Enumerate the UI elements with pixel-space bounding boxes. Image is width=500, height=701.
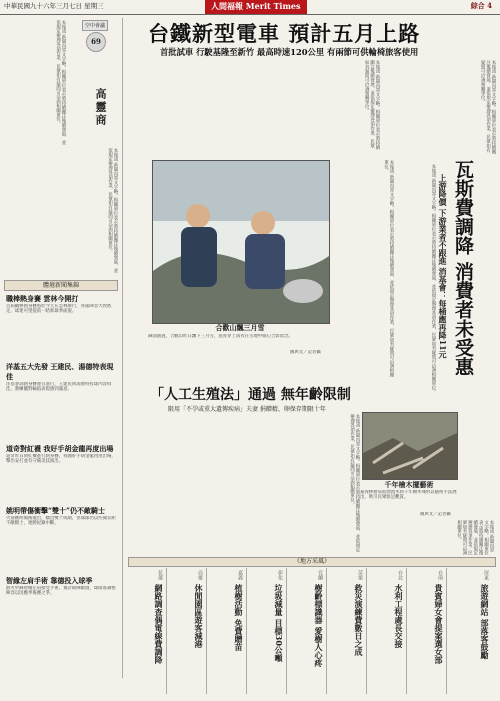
driftwood-note: 嘉義林務局將漂流木與千年檜木殘材以藝術手法展出，吸引民眾駐足觀賞。 (360, 490, 457, 501)
brief-item (6, 444, 118, 506)
brief-body: 首屆職棒熱身賽將於今天在雲林舉行，各隊陣容大致底定，球迷可望提前一睹新球季面貌。 (6, 304, 112, 315)
snow-photo-image (153, 161, 329, 323)
ivf-subhead: 限用「不孕或重大遺傳疾病」夫妻 捐贈精、卵保存期限十年 (168, 406, 326, 413)
local-tag: 花蓮 (157, 570, 163, 580)
local-news-column (368, 568, 407, 694)
brief-item (6, 506, 118, 576)
top-bar (0, 0, 500, 15)
brief-item (6, 576, 118, 646)
brief-body: 洋基春訓熱身賽連日進行，王建民與湯德特投球內容俱佳，教練團對輪值表現感到滿意。 (6, 382, 112, 393)
driftwood-credit: 圖與文／記者攝 (420, 512, 451, 517)
local-news-column (168, 568, 207, 694)
local-tag: 苗栗 (357, 570, 363, 580)
local-news-column (448, 568, 492, 694)
local-news-strip (128, 568, 494, 696)
driftwood-photo-image (363, 413, 457, 479)
local-tag: 台南 (437, 570, 443, 580)
article-text: 本報訊 新聞內容文字略。相關單位表示將持續關注後續發展，並依規定辦理各項作業，民眾如有疑問可洽詢相關單位。 (349, 414, 360, 552)
local-headline: 網路調查偶電線費調降 (154, 584, 164, 664)
local-headline: 休閒園區遊客減港 (194, 584, 204, 648)
brief-body: 熱火中鋒智緣左肩接受手術，預計缺陣數週，球隊將調整陣容以因應季後賽之爭。 (6, 586, 116, 597)
brief-title: 姚明帶傷衝擊“雙十”仍不敵騎士 (6, 506, 106, 515)
brief-title: 道奇對紅襪 我好手胡金龍再度出場 (6, 444, 114, 453)
column-text: 本報訊 新聞內容文字略。相關單位表示將持續關注後續發展，並依規定辦理各項作業，民眾如有疑問可洽詢相關單位。 (107, 148, 118, 273)
local-news-column (248, 568, 287, 694)
local-news-column (208, 568, 247, 694)
column-text: 本報訊 新聞內容文字略。相關單位表示將持續關注後續發展，並依規定辦理各項作業，民眾如有疑問可洽詢相關單位。 (55, 20, 66, 145)
column-tag: 空中會議 (82, 20, 108, 31)
snow-photo-note: 鋒面通過，合歡山昨日飄下三月雪，遊客穿上雨衣在雪地中開心合影留念。 (148, 334, 293, 339)
local-tag: 宜蘭 (317, 570, 323, 580)
local-tag: 台北 (397, 570, 403, 580)
page-number: 4 (487, 1, 492, 10)
article-text: 本報訊 新聞內容文字略。相關單位表示將持續關注後續發展，並依規定辦理各項作業，民眾如有疑問可洽詢相關單位。 (431, 164, 436, 395)
local-tag: 屏東 (483, 570, 489, 580)
local-tag: 嘉義 (237, 570, 243, 580)
article-text: 本報訊 新聞內容文字略。相關單位表示將持續關注後續發展，並依規定辦理各項作業，民眾如有疑問可洽詢相關單位。 (480, 60, 496, 154)
section-label: 綜合 4 (470, 1, 492, 10)
briefs-bar: 體壇新聞集錦 (4, 280, 118, 291)
main-subhead: 首批試車 行駛基隆至新竹 最高時速120公里 有兩節可供輪椅旅客使用 (160, 47, 419, 57)
article-text: 本報訊 新聞內容文字略。相關單位表示將持續關注後續發展，並依規定辦理各項作業，民眾如有疑問可洽詢相關單位。 (364, 60, 380, 150)
local-news-bar: 《地方采風》 (128, 557, 496, 567)
main-headline: 台鐵新型電車 預計五月上路 (148, 21, 421, 46)
brief-item (6, 362, 118, 444)
local-news-column (128, 568, 167, 694)
gas-subhead: 上游降價 下游業者不跟進 消基會：每桶應再降11元 (438, 174, 448, 359)
left-column (4, 18, 123, 678)
ivf-headline: 「人工生殖法」通過 無年齡限制 (150, 387, 351, 403)
local-news-column (328, 568, 367, 694)
gas-headline: 瓦斯費調降 消費者未受惠 (452, 160, 474, 376)
local-news-column (288, 568, 327, 694)
snow-photo-caption: 合歡山飄三月雪 (215, 323, 265, 332)
local-headline: 旅遊網站 部落客鼓勵 (480, 584, 490, 659)
driftwood-caption: 千年檜木擺藝術 (384, 480, 434, 489)
briefs-list (6, 294, 118, 646)
local-tag: 彰化 (277, 570, 283, 580)
local-headline: 救災演練費數日之成 (354, 584, 364, 656)
author-name: 高靈商 (94, 88, 107, 127)
snow-photo-credit: 圖與文／記者攝 (290, 350, 321, 355)
issue-badge: 69 (86, 32, 106, 52)
local-headline: 水利工程處長交接 (394, 584, 404, 648)
snow-photo (152, 160, 330, 324)
brief-title: 洋基五大先發 王建民、湯德特表現佳 (6, 362, 114, 381)
brief-body: 火箭姚明傷後復出，繳出雙十成績，但球隊仍以些微差距不敵騎士，連勝紀錄中斷。 (6, 516, 116, 527)
brief-title: 職棒熱身賽 雲林今開打 (6, 294, 79, 303)
brief-item (6, 294, 118, 362)
local-news-column (408, 568, 447, 694)
brief-body: 道奇昨日與紅襪進行熱身賽，我國好手胡金龍再度出場，擊出安打並有守備美技演出。 (6, 454, 116, 465)
local-headline: 貴賓婦女會提案選女部 (434, 584, 444, 664)
local-tag: 高雄 (197, 570, 203, 580)
article-text: 本報訊 新聞內容文字略。相關單位表示將持續關注後續發展，並依規定辦理各項作業，民眾如有疑問可洽詢相關單位。 (456, 520, 494, 556)
issue-date: 中華民國九十六年三月七日 星期三 (4, 2, 104, 10)
local-headline: 植樹活動 免費贈苗 (234, 584, 244, 651)
driftwood-photo (362, 412, 458, 480)
local-headline: 樹齡標識器 愛樹人心疼 (314, 584, 324, 667)
brief-title: 智緣左肩手術 靠德投入球季 (6, 576, 93, 585)
article-text: 本報訊 新聞內容文字略。相關單位表示將持續關注後續發展，並依規定辦理各項作業，民眾如有疑問可洽詢相關單位。 (383, 160, 394, 377)
local-headline: 垃圾減量 目標30公噸 (274, 584, 284, 662)
masthead: 人間福報 Merit Times (205, 0, 307, 14)
